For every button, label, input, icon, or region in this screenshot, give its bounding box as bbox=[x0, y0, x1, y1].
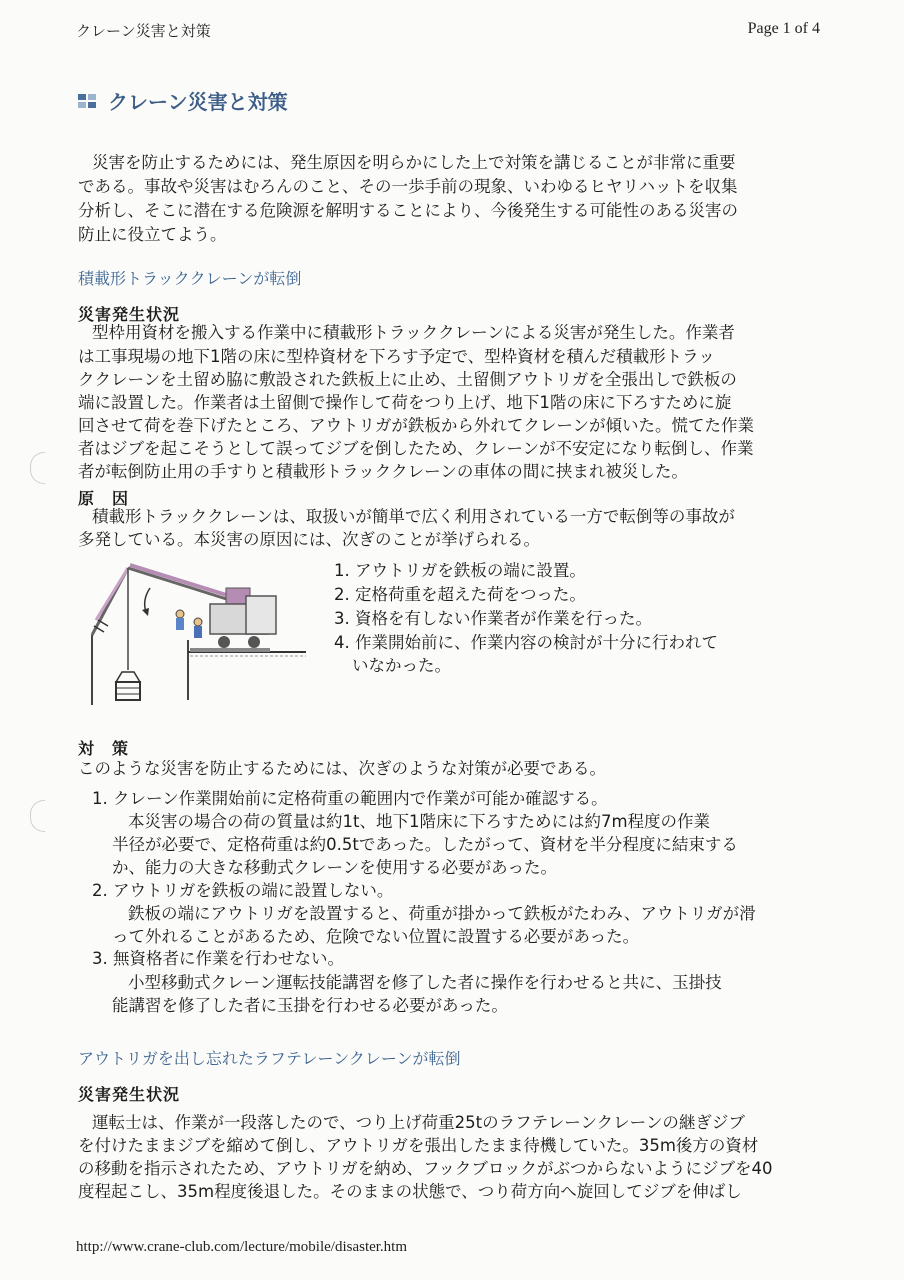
subheading-measures: 対 策 bbox=[78, 739, 130, 758]
main-title-text: クレーン災害と対策 bbox=[108, 90, 288, 114]
situation-line: の移動を指示されたため、アウトリガを納め、フックブロックがぶつからないようにジブを40 bbox=[78, 1159, 773, 1178]
subheading-situation: 災害発生状況 bbox=[78, 1085, 181, 1104]
footer-url: http://www.crane-club.com/lecture/mobile/disaster.htm bbox=[76, 1239, 408, 1255]
measure-body-line: 能講習を修了した者に玉掛を行わせる必要があった。 bbox=[112, 996, 508, 1015]
subheading-situation: 災害発生状況 bbox=[78, 305, 181, 324]
measures-intro: このような災害を防止するためには、次ぎのような対策が必要である。 bbox=[78, 759, 606, 778]
measure-body-line: 本災害の場合の荷の質量は約1t、地下1階床に下ろすためには約7m程度の作業 bbox=[128, 812, 711, 831]
page-header-title: クレーン災害と対策 bbox=[76, 22, 211, 40]
punch-hole-mark bbox=[30, 800, 45, 832]
measure-body-line: って外れることがあるため、危険でない位置に設置する必要があった。 bbox=[112, 927, 640, 946]
section-title: 積載形トラッククレーンが転倒 bbox=[78, 269, 302, 288]
measure-title: 3. 無資格者に作業を行わせない。 bbox=[92, 949, 344, 968]
situation-line: 回させて荷を巻下げたところ、アウトリガが鉄板から外れてクレーンが傾いた。慌てた作業 bbox=[78, 416, 755, 435]
main-title bbox=[78, 86, 288, 115]
cause-intro-line: 積載形トラッククレーンは、取扱いが簡単で広く利用されている一方で転倒等の事故が bbox=[92, 507, 735, 526]
subheading-cause: 原 因 bbox=[78, 489, 130, 508]
page-number: Page 1 of 4 bbox=[747, 20, 820, 37]
situation-line: ククレーンを土留め脇に敷設された鉄板上に止め、土留側アウトリガを全張出しで鉄板の bbox=[78, 370, 737, 389]
measure-body-line: か、能力の大きな移動式クレーンを使用する必要があった。 bbox=[112, 858, 558, 877]
situation-line: 者はジブを起こそうとして誤ってジブを倒したため、クレーンが不安定になり転倒し、作業 bbox=[78, 439, 754, 458]
measure-body-line: 半径が必要で、定格荷重は約0.5tであった。したがって、資材を半分程度に結束する bbox=[112, 835, 738, 854]
crane-accident-illustration bbox=[86, 560, 308, 710]
punch-hole-mark bbox=[30, 452, 45, 484]
situation-line: を付けたままジブを縮めて倒し、アウトリガを張出したまま待機していた。35m後方の資材 bbox=[78, 1136, 759, 1155]
cause-item: 1. アウトリガを鉄板の端に設置。 bbox=[334, 561, 586, 580]
intro-line: である。事故や災害はむろんのこと、その一歩手前の現象、いわゆるヒヤリハットを収集 bbox=[78, 177, 738, 196]
situation-line: は工事現場の地下1階の床に型枠資材を下ろす予定で、型枠資材を積んだ積載形トラッ bbox=[78, 347, 715, 366]
situation-line: 者が転倒防止用の手すりと積載形トラッククレーンの車体の間に挟まれ被災した。 bbox=[78, 462, 688, 481]
measure-title: 2. アウトリガを鉄板の端に設置しない。 bbox=[92, 881, 394, 900]
situation-line: 型枠用資材を搬入する作業中に積載形トラッククレーンによる災害が発生した。作業者 bbox=[92, 323, 735, 342]
measure-title: 1. クレーン作業開始前に定格荷重の範囲内で作業が可能か確認する。 bbox=[92, 789, 608, 808]
cause-item: 4. 作業開始前に、作業内容の検討が十分に行われて bbox=[334, 633, 718, 652]
cause-item: 3. 資格を有しない作業者が作業を行った。 bbox=[334, 609, 652, 628]
intro-line: 災害を防止するためには、発生原因を明らかにした上で対策を講じることが非常に重要 bbox=[92, 153, 736, 172]
grid-bullet-icon bbox=[78, 94, 96, 108]
cause-intro-line: 多発している。本災害の原因には、次ぎのことが挙げられる。 bbox=[78, 530, 540, 549]
situation-line: 度程起こし、35m程度後退した。そのままの状態で、つり荷方向へ旋回してジブを伸ばし bbox=[78, 1182, 742, 1201]
situation-line: 端に設置した。作業者は土留側で操作して荷をつり上げ、地下1階の床に下ろすために旋 bbox=[78, 393, 732, 412]
measure-body-line: 小型移動式クレーン運転技能講習を修了した者に操作を行わせると共に、玉掛技 bbox=[128, 973, 722, 992]
cause-item: 2. 定格荷重を超えた荷をつった。 bbox=[334, 585, 586, 604]
intro-line: 分析し、そこに潜在する危険源を解明することにより、今後発生する可能性のある災害の bbox=[78, 201, 738, 220]
intro-line: 防止に役立てよう。 bbox=[78, 225, 227, 244]
cause-item: いなかった。 bbox=[352, 656, 451, 675]
situation-line: 運転士は、作業が一段落したので、つり上げ荷重25tのラフテレーンクレーンの継ぎジブ bbox=[92, 1113, 745, 1132]
measure-body-line: 鉄板の端にアウトリガを設置すると、荷重が掛かって鉄板がたわみ、アウトリガが滑 bbox=[128, 904, 756, 923]
section-title: アウトリガを出し忘れたラフテレーンクレーンが転倒 bbox=[78, 1049, 461, 1068]
